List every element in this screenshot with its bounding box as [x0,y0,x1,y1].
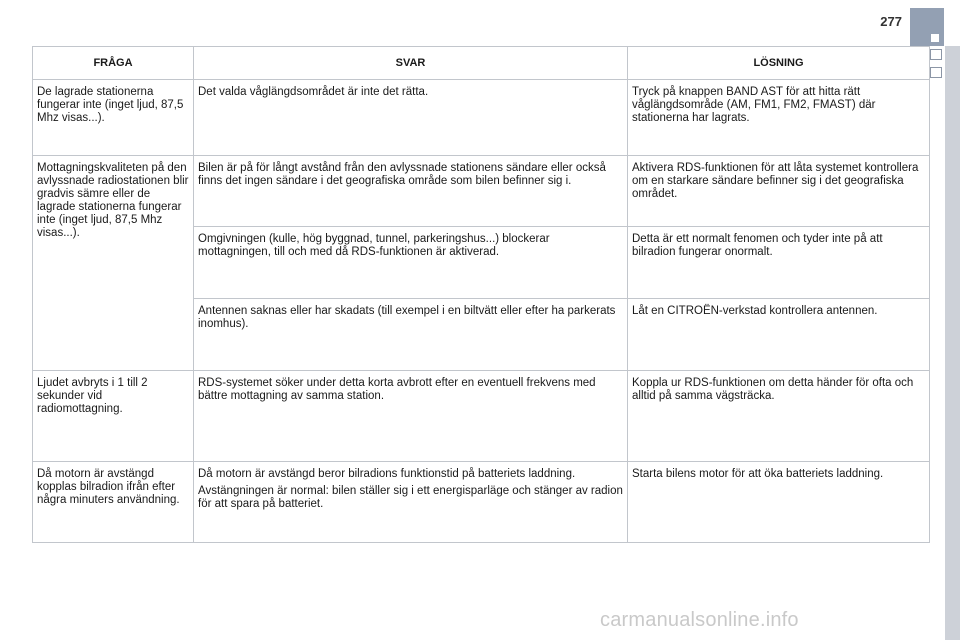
answer-cell: Omgivningen (kulle, hög byggnad, tunnel, parkeringshus...) blockerar mottagningen, till och med då RDS-funktionen är aktiverad. [194,227,628,299]
corner-tab [910,8,944,46]
troubleshooting-table [32,46,930,543]
answer-cell: Antennen saknas eller har skadats (till exempel i en biltvätt eller efter ha parkerats inomhus). [194,299,628,371]
header-solution: LÖSNING [628,47,930,80]
side-box-1 [930,49,942,60]
answer-paragraph: Avstängningen är normal: bilen ställer sig i ett energisparläge och stänger av radion för att spara på batteriet. [198,485,623,510]
header-answer: SVAR [194,47,628,80]
answer-cell: Det valda våglängdsområdet är inte det rätta. [194,80,628,156]
answer-paragraph: Då motorn är avstängd beror bilradions funktionstid på batteriets laddning. [198,468,576,480]
corner-square [931,34,939,42]
solution-cell: Aktivera RDS-funktionen för att låta systemet kontrollera om en starkare sändare befinner sig i det geografiska området. [628,156,930,227]
page-number: 277 [880,14,902,29]
table-header-row [33,47,930,80]
answer-cell: Bilen är på för långt avstånd från den avlyssnade stationens sändare eller också finns det ingen sändare i det geografiska område som bilen befinner sig i. [194,156,628,227]
question-cell: Då motorn är avstängd kopplas bilradion ifrån efter några minuters användning. [33,462,194,543]
side-box-2 [930,67,942,78]
table-row [33,371,930,462]
watermark: carmanualsonline.info [600,609,799,631]
question-cell: Mottagningskvaliteten på den avlyssnade radiostationen blir gradvis sämre eller de lagrade stationerna fungerar inte (inget ljud, 87,5 Mhz visas...). [33,156,194,371]
answer-cell [194,462,628,543]
header-question: FRÅGA [33,47,194,80]
solution-cell: Låt en CITROËN-verkstad kontrollera antennen. [628,299,930,371]
solution-cell: Starta bilens motor för att öka batteriets laddning. [628,462,930,543]
answer-cell: RDS-systemet söker under detta korta avbrott efter en eventuell frekvens med bättre mottagning av samma station. [194,371,628,462]
question-cell: Ljudet avbryts i 1 till 2 sekunder vid radiomottagning. [33,371,194,462]
solution-cell: Tryck på knappen BAND AST för att hitta rätt våglängdsområde (AM, FM1, FM2, FMAST) där stationerna har lagrats. [628,80,930,156]
question-cell: De lagrade stationerna fungerar inte (inget ljud, 87,5 Mhz visas...). [33,80,194,156]
side-bar [945,46,960,640]
table-row [33,80,930,156]
solution-cell: Koppla ur RDS-funktionen om detta händer för ofta och alltid på samma vägsträcka. [628,371,930,462]
table-row [33,156,930,227]
solution-cell: Detta är ett normalt fenomen och tyder inte på att bilradion fungerar onormalt. [628,227,930,299]
table-row [33,462,930,543]
